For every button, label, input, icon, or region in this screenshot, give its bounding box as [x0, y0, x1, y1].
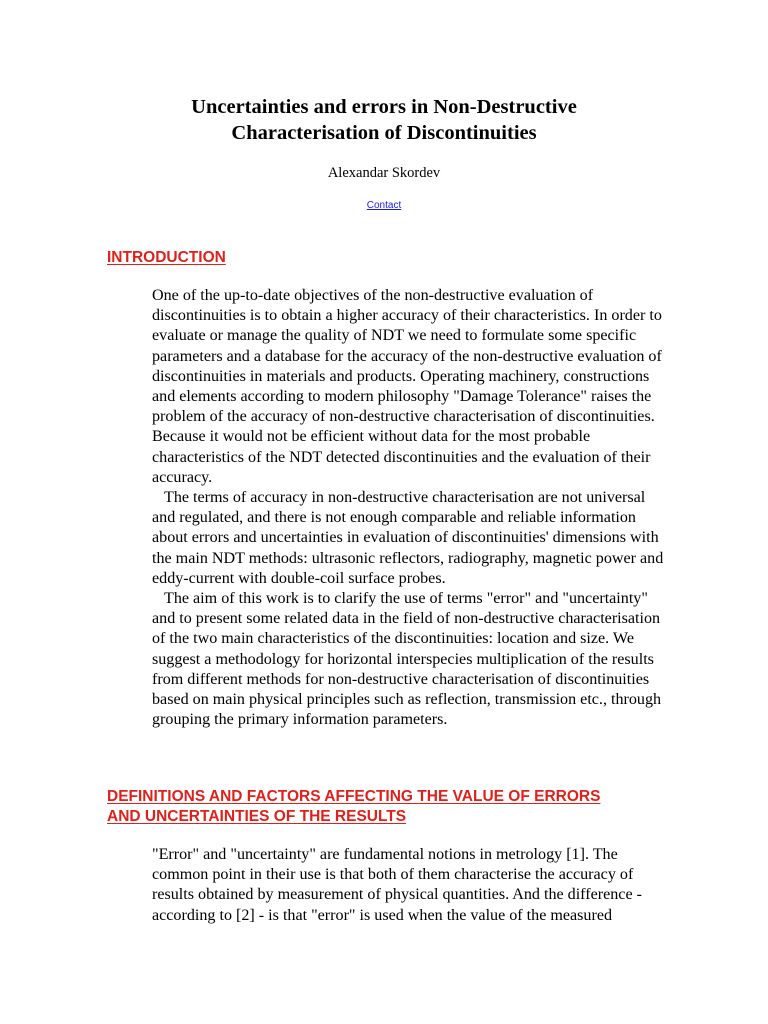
definitions-heading-line-2: AND UNCERTAINTIES OF THE RESULTS — [107, 808, 407, 825]
introduction-body — [152, 286, 664, 730]
section-heading-definitions — [107, 787, 667, 827]
author-name: Alexandar Skordev — [327, 165, 441, 181]
contact-row — [0, 199, 768, 212]
document-title — [0, 94, 768, 146]
title-line-1: Uncertainties and errors in Non-Destructive — [191, 96, 577, 118]
definitions-heading-line-1: DEFINITIONS AND FACTORS AFFECTING THE VALUE OF ERRORS — [107, 788, 601, 805]
definitions-body — [152, 845, 664, 926]
intro-paragraph-2: The terms of accuracy in non-destructive characterisation are not universal and regulated, and there is not enough comparable and reliable information about errors and uncertainties in evaluation of discontinuities' dimensions with the main NDT methods: ultrasonic reflectors, radiography, magnetic power and eddy-current with double-coil surface probes. — [152, 489, 664, 587]
intro-paragraph-3: The aim of this work is to clarify the use of terms "error" and "uncertainty" and to present some related data in the field of non-destructive characterisation of the two main characteristics of the discontinuities: location and size. We suggest a methodology for horizontal interspecies multiplication of the results from different methods for non-destructive characterisation of discontinuities based on main physical principles such as reflection, transmission etc., through grouping the primary information parameters. — [152, 590, 662, 729]
definitions-paragraph-1: "Error" and "uncertainty" are fundamental notions in metrology [1]. The common point in their use is that both of them characterise the accuracy of results obtained by measurement of physical quantities. And the difference - according to [2] - is that "error" is used when the value of the measured — [152, 846, 642, 924]
intro-paragraph-1: One of the up-to-date objectives of the non-destructive evaluation of discontinuities is to obtain a higher accuracy of their characteristics. In order to evaluate or manage the quality of NDT we need to formulate some specific parameters and a database for the accuracy of the non-destructive evaluation of discontinuities in materials and products. Operating machinery, constructions and elements according to modern philosophy "Damage Tolerance" raises the problem of the accuracy of non-destructive characterisation of discontinuities. Because it would not be efficient without data for the most probable characteristics of the NDT detected discontinuities and the evaluation of their accuracy. — [152, 287, 662, 486]
title-line-2: Characterisation of Discontinuities — [231, 122, 537, 144]
contact-link[interactable]: Contact — [366, 200, 402, 211]
section-heading-introduction: INTRODUCTION — [107, 249, 226, 266]
